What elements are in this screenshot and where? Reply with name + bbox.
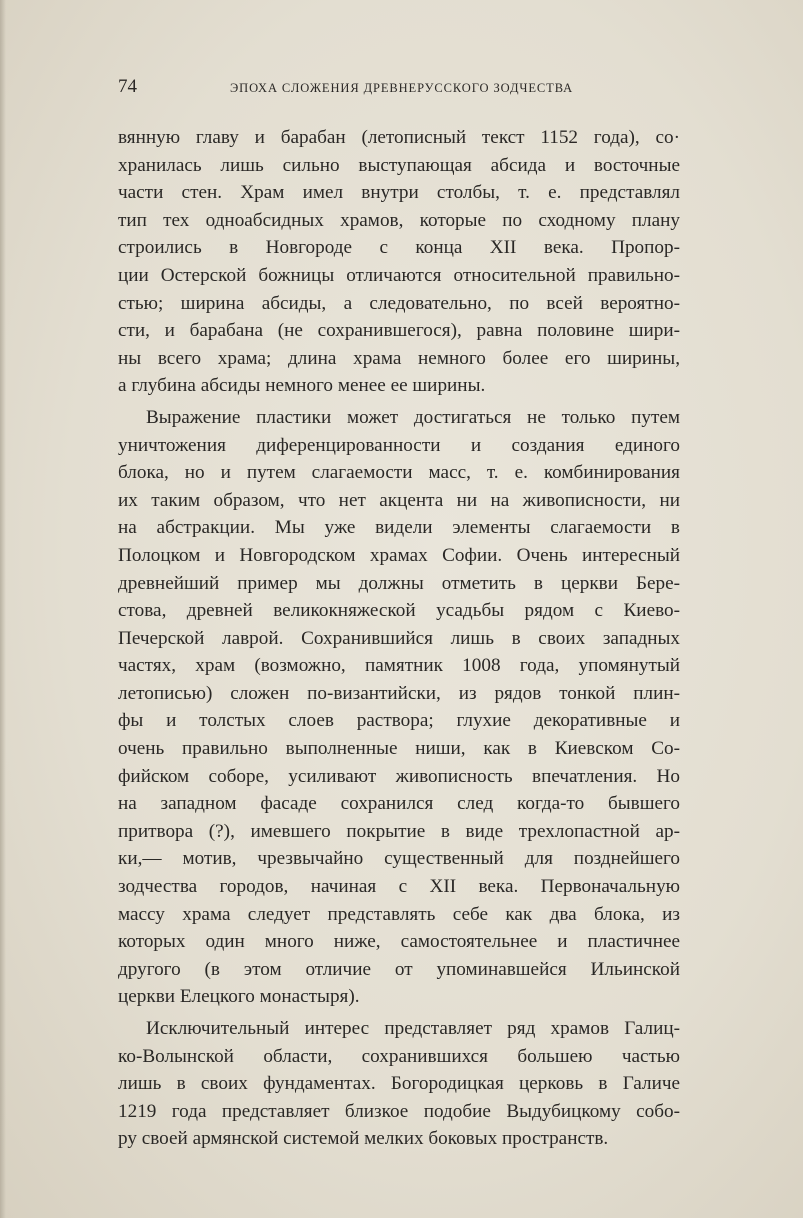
page-number: 74 bbox=[118, 76, 137, 97]
text-line: ны всего храма; длина храма немного более его ширины, bbox=[118, 347, 680, 369]
page-header bbox=[118, 76, 680, 98]
text-line: ции Остерской божницы отличаются относительной правильно- bbox=[118, 264, 680, 286]
text-line: сти, и барабана (не сохранившегося), равна половине шири- bbox=[118, 320, 680, 342]
text-line: фы и толстых слоев раствора; глухие декоративные и bbox=[118, 710, 680, 732]
text-line: массу храма следует представлять себе как два блока, из bbox=[118, 903, 680, 925]
text-line: стова, древней великокняжеской усадьбы рядом с Киево- bbox=[118, 600, 680, 622]
text-line: их таким образом, что нет акцента ни на живописности, ни bbox=[118, 489, 680, 511]
text-line: частях, храм (возможно, памятник 1008 года, упомянутый bbox=[118, 655, 680, 677]
text-line: ко-Волынской области, сохранившихся большею частью bbox=[118, 1045, 680, 1067]
text-line: блока, но и путем слагаемости масс, т. е. комбинирования bbox=[118, 462, 680, 484]
body-text bbox=[118, 124, 680, 1153]
text-line: ру своей армянской системой мелких боковых пространств. bbox=[118, 1128, 609, 1150]
text-line: Полоцком и Новгородском храмах Софии. Очень интересный bbox=[118, 544, 680, 566]
text-line: тип тех одноабсидных храмов, которые по сходному плану bbox=[118, 209, 680, 231]
text-line: Выражение пластики может достигаться не только путем bbox=[146, 406, 680, 428]
running-head: ЭПОХА СЛОЖЕНИЯ ДРЕВНЕРУССКОГО ЗОДЧЕСТВА bbox=[230, 81, 574, 95]
text-line: 1219 года представляет близкое подобие Выдубицкому собо- bbox=[118, 1100, 680, 1122]
text-line: лишь в своих фундаментах. Богородицкая церковь в Галиче bbox=[118, 1073, 680, 1095]
text-line: которых один много ниже, самостоятельнее и пластичнее bbox=[118, 931, 680, 953]
text-line: а глубина абсиды немного менее ее ширины. bbox=[118, 375, 486, 397]
paragraph bbox=[118, 404, 680, 1011]
text-line: зодчества городов, начиная с XII века. Первоначальную bbox=[118, 876, 680, 898]
text-line: притвора (?), имевшего покрытие в виде трехлопастной ар- bbox=[118, 820, 680, 842]
text-line: Исключительный интерес представляет ряд храмов Галиц- bbox=[146, 1018, 680, 1039]
text-line: на абстракции. Мы уже видели элементы слагаемости в bbox=[118, 517, 680, 539]
text-line: Печерской лаврой. Сохранившийся лишь в своих западных bbox=[118, 627, 680, 649]
text-line: строились в Новгороде с конца XII века. Пропор- bbox=[118, 237, 680, 259]
text-line: летописью) сложен по-византийски, из рядов тонкой плин- bbox=[118, 682, 680, 704]
page-edge-shadow bbox=[0, 0, 6, 1218]
text-line: другого (в этом отличие от упоминавшейся Ильинской bbox=[118, 958, 680, 980]
text-line: фийском соборе, усиливают живописность впечатления. Но bbox=[118, 765, 680, 787]
text-line: вянную главу и барабан (летописный текст 1152 года), со· bbox=[118, 127, 680, 148]
text-line: на западном фасаде сохранился след когда-то бывшего bbox=[118, 793, 680, 815]
text-line: очень правильно выполненные ниши, как в Киевском Со- bbox=[118, 738, 680, 760]
paragraph bbox=[118, 124, 680, 400]
text-line: ки,— мотив, чрезвычайно существенный для позднейшего bbox=[118, 848, 680, 870]
text-line: части стен. Храм имел внутри столбы, т. е. представлял bbox=[118, 182, 680, 204]
paragraph bbox=[118, 1015, 680, 1153]
text-line: уничтожения диференцированности и создания единого bbox=[118, 434, 680, 456]
text-line: древнейший пример мы должны отметить в церкви Бере- bbox=[118, 572, 680, 594]
text-line: церкви Елецкого монастыря). bbox=[118, 986, 360, 1008]
text-line: стью; ширина абсиды, а следовательно, по всей вероятно- bbox=[118, 292, 680, 314]
text-line: хранилась лишь сильно выступающая абсида и восточные bbox=[118, 154, 680, 176]
